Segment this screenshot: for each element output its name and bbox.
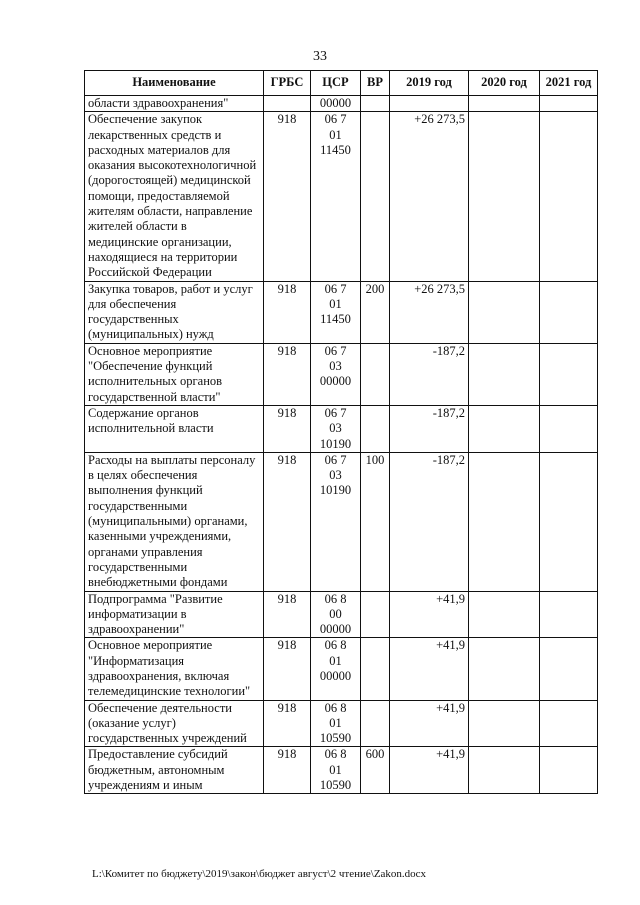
cell-vr: [361, 343, 390, 405]
cell-grbs: 918: [264, 591, 311, 638]
cell-csr: 06 8 00 00000: [311, 591, 361, 638]
cell-vr: 200: [361, 281, 390, 343]
cell-name: Закупка товаров, работ и услуг для обеспечения государственных (муниципальных) нужд: [85, 281, 264, 343]
cell-vr: [361, 700, 390, 747]
column-header-grbs: ГРБС: [264, 71, 311, 96]
table-row: [85, 112, 598, 281]
table-row: [85, 405, 598, 452]
table-row: [85, 343, 598, 405]
cell-2020: [469, 638, 540, 700]
cell-2019: -187,2: [390, 343, 469, 405]
cell-vr: [361, 112, 390, 281]
page-number: 33: [313, 49, 327, 64]
cell-vr: [361, 96, 390, 112]
cell-csr: 06 8 01 00000: [311, 638, 361, 700]
cell-2021: [540, 112, 598, 281]
table-row: [85, 96, 598, 112]
table-row: [85, 452, 598, 591]
cell-2021: [540, 700, 598, 747]
cell-name: Расходы на выплаты персоналу в целях обеспечения выполнения функций государственными (муниципальными) органами, казенными учреждениями, органами управления государственными внебюджетными фондами: [85, 452, 264, 591]
cell-2020: [469, 452, 540, 591]
cell-grbs: 918: [264, 700, 311, 747]
column-header-vr: ВР: [361, 71, 390, 96]
cell-2019: -187,2: [390, 452, 469, 591]
column-header-2021: 2021 год: [540, 71, 598, 96]
cell-grbs: 918: [264, 405, 311, 452]
cell-name: Обеспечение закупок лекарственных средств и расходных материалов для оказания высокотехнологичной (дорогостоящей) медицинской помощи, предоставляемой жителям области, направление жителей области в медицинские организации, находящиеся на территории Российской Федерации: [85, 112, 264, 281]
cell-2020: [469, 112, 540, 281]
cell-2021: [540, 405, 598, 452]
cell-2019: +41,9: [390, 700, 469, 747]
cell-2021: [540, 281, 598, 343]
table-row: [85, 591, 598, 638]
table-row: [85, 747, 598, 794]
cell-2021: [540, 747, 598, 794]
cell-name: Основное мероприятие "Обеспечение функций исполнительных органов государственной власти": [85, 343, 264, 405]
cell-2021: [540, 452, 598, 591]
cell-grbs: 918: [264, 281, 311, 343]
column-header-2019: 2019 год: [390, 71, 469, 96]
cell-name: Обеспечение деятельности (оказание услуг) государственных учреждений: [85, 700, 264, 747]
cell-2020: [469, 747, 540, 794]
cell-grbs: 918: [264, 747, 311, 794]
cell-csr: 06 8 01 10590: [311, 747, 361, 794]
column-header-name: Наименование: [85, 71, 264, 96]
cell-grbs: 918: [264, 452, 311, 591]
cell-2019: -187,2: [390, 405, 469, 452]
cell-csr: 06 7 03 10190: [311, 452, 361, 591]
cell-name: Основное мероприятие "Информатизация здравоохранения, включая телемедицинские технологии": [85, 638, 264, 700]
cell-name: области здравоохранения": [85, 96, 264, 112]
cell-vr: [361, 405, 390, 452]
column-header-csr: ЦСР: [311, 71, 361, 96]
header-row: [85, 71, 598, 96]
cell-vr: [361, 638, 390, 700]
budget-table: [84, 70, 598, 794]
column-header-2020: 2020 год: [469, 71, 540, 96]
footer-file-path: L:\Комитет по бюджету\2019\закон\бюджет август\2 чтение\Zakon.docx: [92, 868, 427, 880]
cell-2021: [540, 638, 598, 700]
cell-csr: 00000: [311, 96, 361, 112]
cell-grbs: [264, 96, 311, 112]
table-row: [85, 638, 598, 700]
table-row: [85, 281, 598, 343]
cell-2019: +41,9: [390, 747, 469, 794]
cell-2021: [540, 591, 598, 638]
cell-vr: 600: [361, 747, 390, 794]
cell-csr: 06 7 03 10190: [311, 405, 361, 452]
cell-name: Содержание органов исполнительной власти: [85, 405, 264, 452]
cell-grbs: 918: [264, 112, 311, 281]
cell-name: Предоставление субсидий бюджетным, автономным учреждениям и иным: [85, 747, 264, 794]
cell-2019: +26 273,5: [390, 281, 469, 343]
cell-vr: 100: [361, 452, 390, 591]
cell-2021: [540, 96, 598, 112]
cell-2020: [469, 343, 540, 405]
cell-vr: [361, 591, 390, 638]
cell-csr: 06 7 03 00000: [311, 343, 361, 405]
cell-2019: +41,9: [390, 591, 469, 638]
cell-2020: [469, 405, 540, 452]
cell-csr: 06 7 01 11450: [311, 112, 361, 281]
cell-2020: [469, 700, 540, 747]
cell-2019: +26 273,5: [390, 112, 469, 281]
cell-2020: [469, 591, 540, 638]
cell-csr: 06 7 01 11450: [311, 281, 361, 343]
cell-2020: [469, 96, 540, 112]
table-row: [85, 700, 598, 747]
cell-2020: [469, 281, 540, 343]
cell-grbs: 918: [264, 638, 311, 700]
cell-2019: [390, 96, 469, 112]
cell-2021: [540, 343, 598, 405]
cell-grbs: 918: [264, 343, 311, 405]
cell-name: Подпрограмма "Развитие информатизации в здравоохранении": [85, 591, 264, 638]
cell-csr: 06 8 01 10590: [311, 700, 361, 747]
cell-2019: +41,9: [390, 638, 469, 700]
